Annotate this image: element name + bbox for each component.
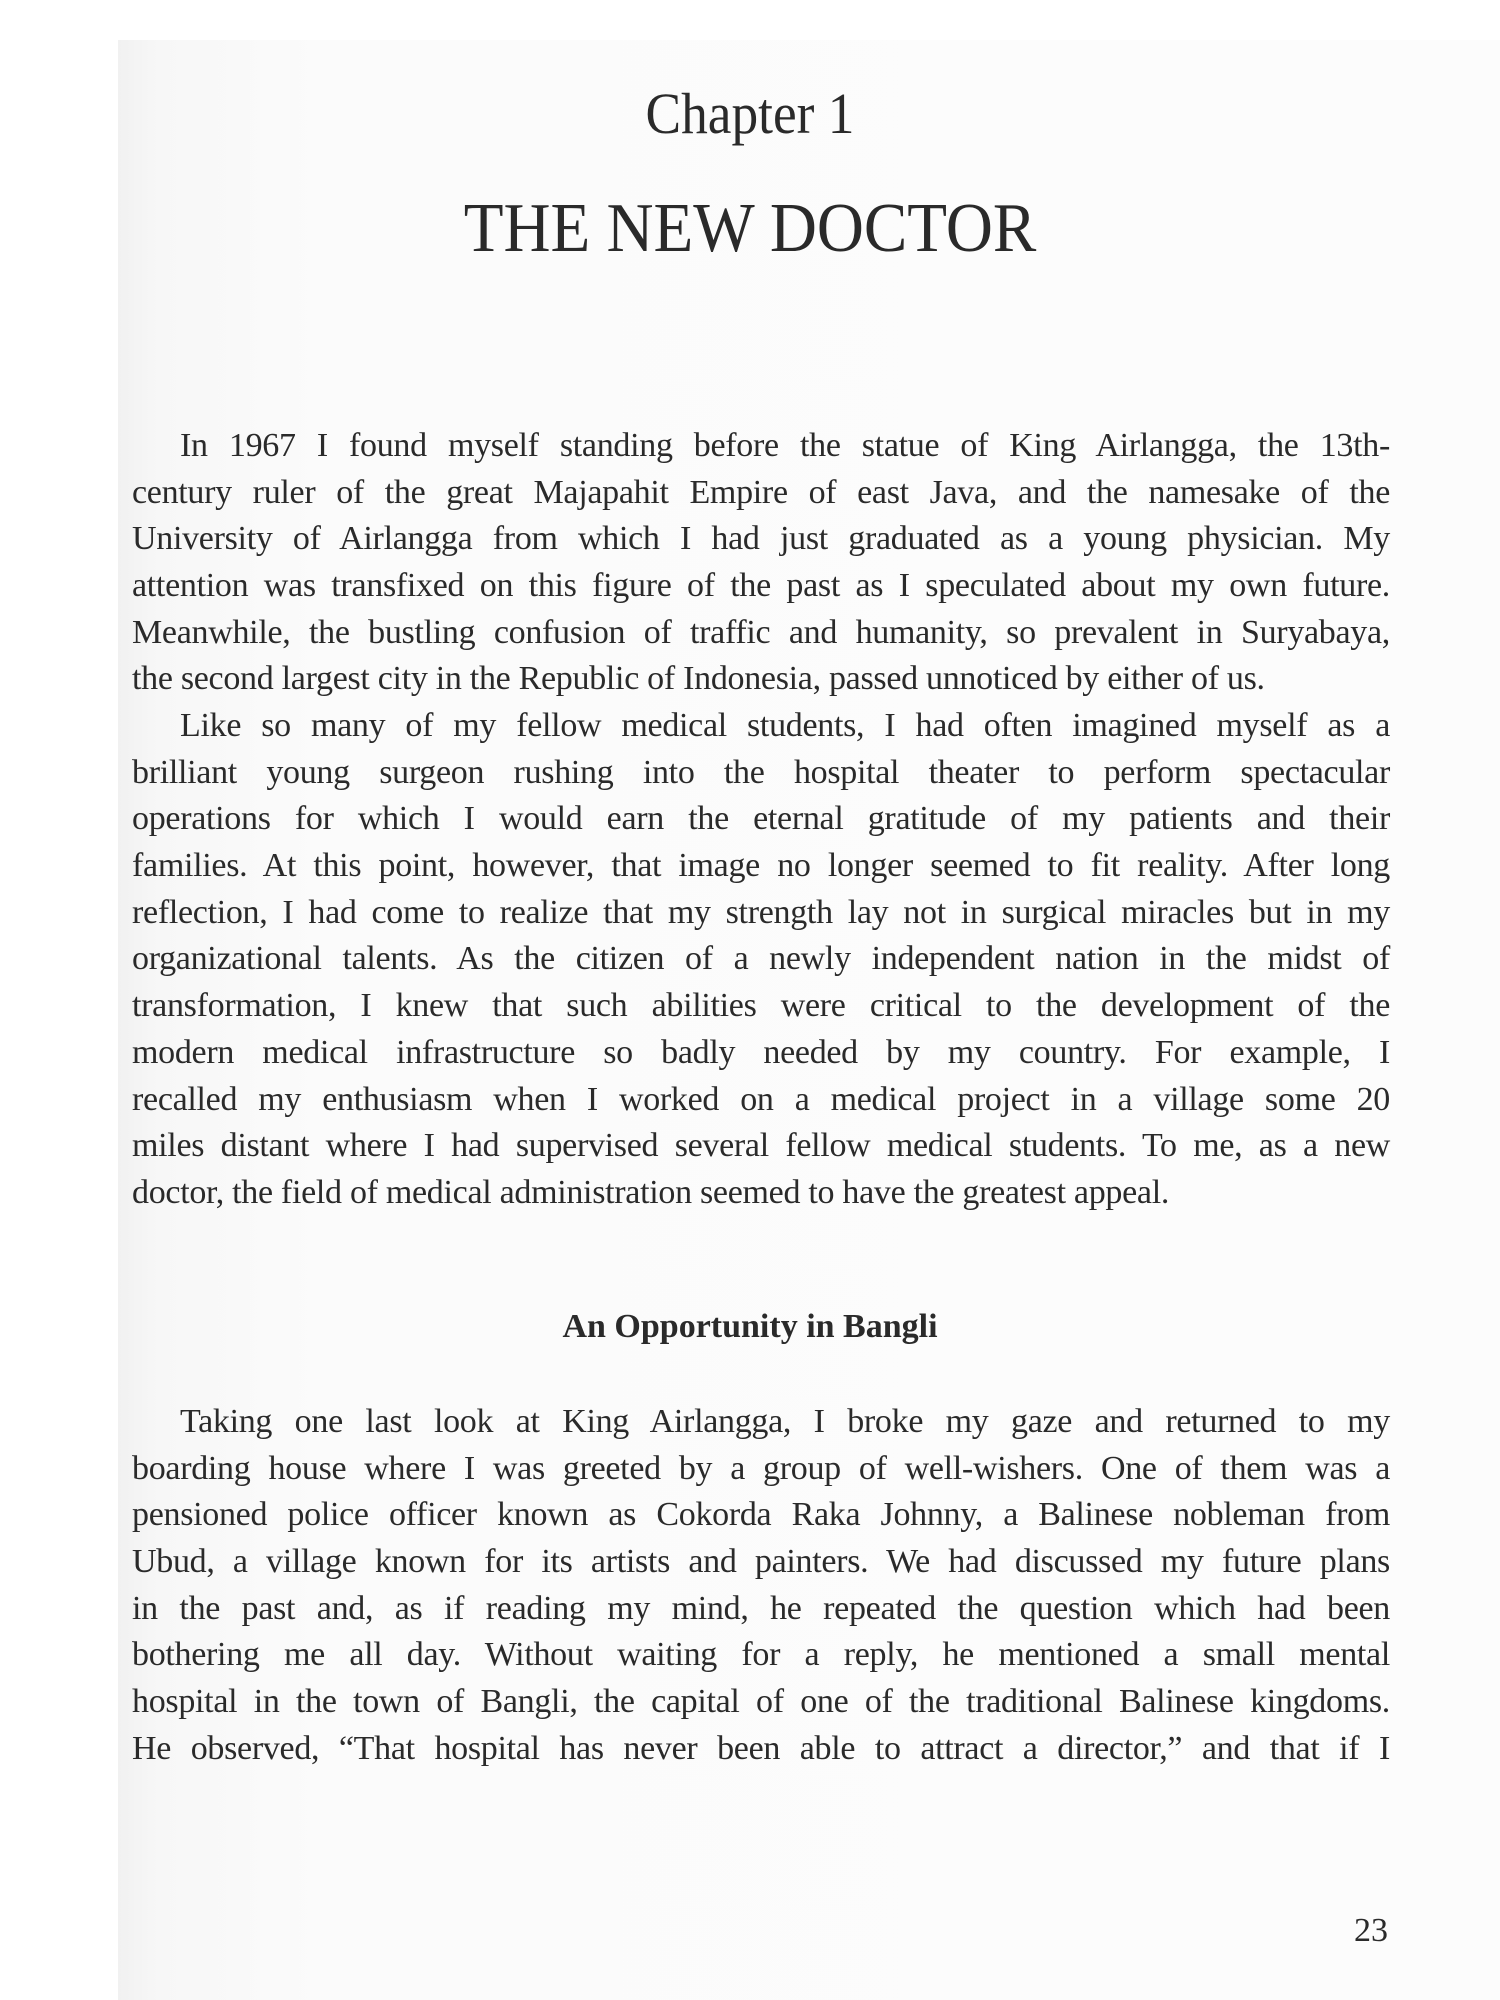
text-line: He observed, “That hospital has never been able to attract a director,” and that if I [132,1729,1390,1767]
text-line: the second largest city in the Republic of Indonesia, passed unnoticed by either of us. [132,660,1265,698]
paragraph-3 [132,1399,1390,1773]
paragraph-2 [132,703,1390,1217]
text-line: recalled my enthusiasm when I worked on a medical project in a village some 20 [132,1080,1390,1118]
text-line: reflection, I had come to realize that my strength lay not in surgical miracles but in my [132,893,1390,931]
text-line: University of Airlangga from which I had just graduated as a young physician. My [132,520,1390,558]
text-line: Meanwhile, the bustling confusion of traffic and humanity, so prevalent in Suryabaya, [132,613,1390,651]
text-line: doctor, the field of medical administration seemed to have the greatest appeal. [132,1173,1170,1211]
chapter-title: THE NEW DOCTOR [463,190,1037,267]
text-line: modern medical infrastructure so badly needed by my country. For example, I [132,1033,1390,1071]
text-line: century ruler of the great Majapahit Empire of east Java, and the namesake of the [132,473,1390,511]
text-line: organizational talents. As the citizen of a newly independent nation in the midst of [132,940,1390,978]
text-line: In 1967 I found myself standing before the statue of King Airlangga, the 13th- [180,427,1390,464]
text-line: in the past and, as if reading my mind, he repeated the question which had been [132,1589,1390,1627]
text-line: brilliant young surgeon rushing into the hospital theater to perform spectacular [132,753,1390,791]
text-line: Like so many of my fellow medical students, I had often imagined myself as a [180,707,1390,744]
section-heading: An Opportunity in Bangli [562,1308,938,1345]
chapter-label: Chapter 1 [645,81,855,146]
text-line: bothering me all day. Without waiting for a reply, he mentioned a small mental [132,1636,1390,1674]
text-line: Ubud, a village known for its artists and painters. We had discussed my future plans [132,1543,1390,1581]
text-line: miles distant where I had supervised several fellow medical students. To me, as a new [132,1127,1390,1165]
text-line: families. At this point, however, that image no longer seemed to fit reality. After long [132,847,1390,885]
paragraph-1 [132,423,1390,703]
text-line: boarding house where I was greeted by a group of well-wishers. One of them was a [132,1449,1390,1487]
text-line: pensioned police officer known as Cokorda Raka Johnny, a Balinese nobleman from [132,1496,1390,1534]
text-line: hospital in the town of Bangli, the capital of one of the traditional Balinese kingdoms. [132,1683,1390,1721]
text-line: attention was transfixed on this figure of the past as I speculated about my own future. [132,567,1390,605]
text-line: transformation, I knew that such abilities were critical to the development of the [132,987,1390,1025]
text-line: Taking one last look at King Airlangga, I broke my gaze and returned to my [180,1403,1390,1440]
page-number: 23 [1354,1912,1388,1949]
text-line: operations for which I would earn the eternal gratitude of my patients and their [132,800,1390,838]
